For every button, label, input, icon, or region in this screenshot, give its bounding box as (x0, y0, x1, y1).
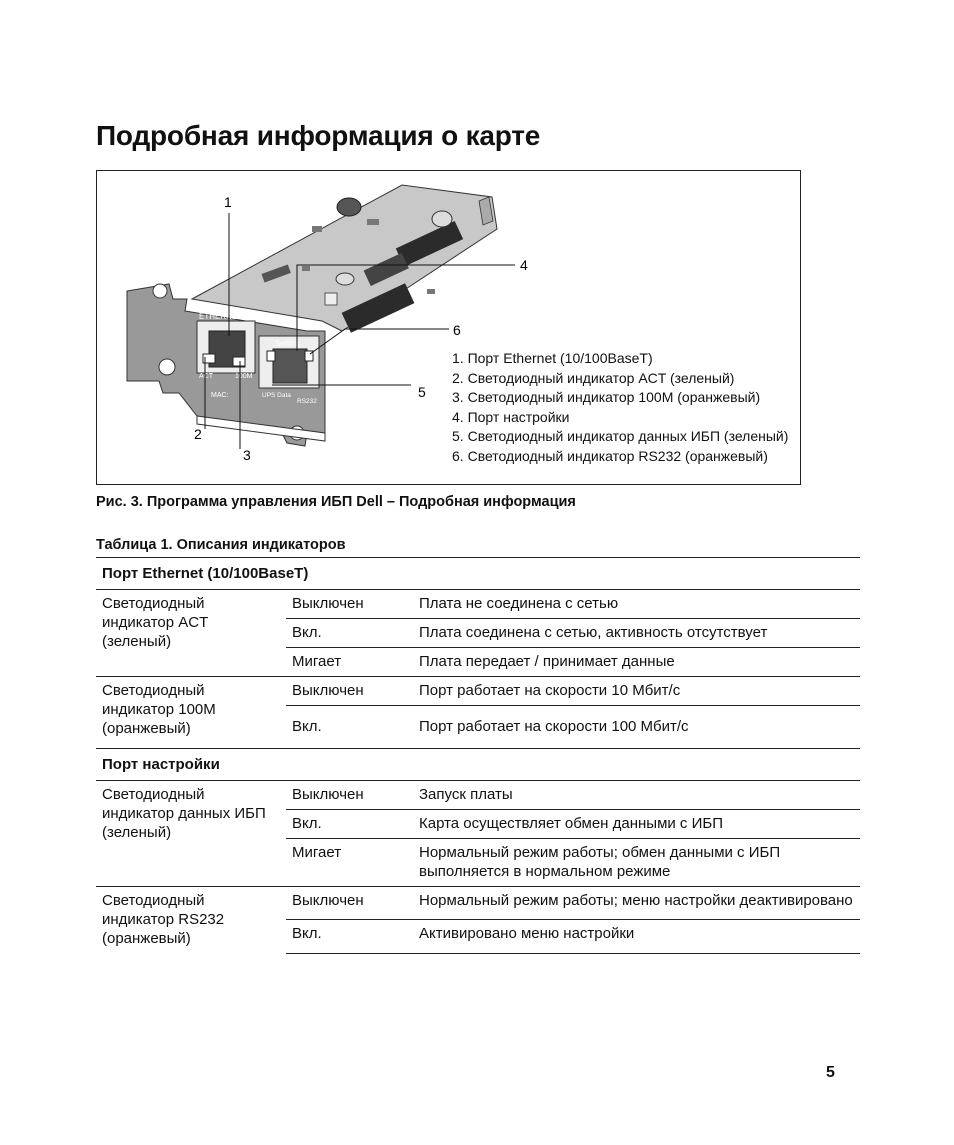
speed-led (233, 357, 245, 366)
state-cell: Мигает (286, 648, 413, 677)
state-cell: Вкл. (286, 920, 413, 953)
crystal (336, 273, 354, 285)
legend-item (452, 427, 797, 447)
legend-num: 5. (452, 428, 468, 444)
label-mac: MAC: (211, 392, 229, 399)
connector-housing (325, 293, 337, 305)
legend-num: 6. (452, 447, 468, 464)
description-cell: Порт работает на скорости 100 Мбит/с (413, 706, 860, 749)
legend-num: 2. (452, 369, 468, 386)
indicator-cell: Светодиодный индикатор данных ИБП (зеленый) (96, 781, 286, 887)
callout-4: 4 (520, 257, 528, 273)
state-cell: Вкл. (286, 706, 413, 749)
callout-5: 5 (418, 384, 426, 400)
smd-part (367, 219, 379, 225)
legend-text: Порт настройки (467, 408, 570, 425)
capacitor (432, 211, 452, 227)
legend-item (452, 408, 797, 428)
label-act: ACT (199, 373, 213, 380)
state-cell: Выключен (286, 590, 413, 619)
table-row (96, 781, 860, 810)
state-cell: Вкл. (286, 619, 413, 648)
setting-port (273, 349, 307, 383)
indicator-cell: Светодиодный индикатор RS232 (оранжевый) (96, 887, 286, 954)
legend-text: Светодиодный индикатор RS232 (оранжевый) (467, 447, 768, 464)
legend-num: 1. (452, 350, 468, 366)
legend-text: Порт Ethernet (10/100BaseT) (467, 350, 653, 366)
callout-3: 3 (243, 447, 251, 463)
label-rs232: RS232 (297, 398, 317, 405)
legend-item (452, 447, 797, 467)
callout-1: 1 (224, 194, 232, 210)
label-setting: Setting (275, 339, 300, 348)
capacitor (337, 198, 361, 216)
label-ups-data: UPS Data (262, 392, 291, 399)
smd-part (427, 289, 435, 294)
description-cell: Нормальный режим работы; обмен данными с ИБП выполняется в нормальном режиме (413, 839, 860, 887)
screw-hole (153, 284, 167, 298)
indicator-cell: Светодиодный индикатор ACT (зеленый) (96, 590, 286, 677)
smd-part (312, 226, 322, 232)
figure-legend (452, 349, 797, 466)
description-cell: Плата не соединена с сетью (413, 590, 860, 619)
legend-item (452, 349, 797, 369)
state-cell: Вкл. (286, 810, 413, 839)
description-cell: Порт работает на скорости 10 Мбит/с (413, 677, 860, 706)
description-cell: Запуск платы (413, 781, 860, 810)
callout-2: 2 (194, 426, 202, 442)
callout-6: 6 (453, 322, 461, 338)
table-section-header (96, 749, 860, 781)
ups-data-led (267, 351, 275, 361)
legend-text: Светодиодный индикатор данных ИБП (зеленый) (467, 428, 789, 444)
state-cell: Выключен (286, 887, 413, 920)
description-cell: Плата соединена с сетью, активность отсутствует (413, 619, 860, 648)
section-heading: Порт настройки (96, 749, 860, 781)
screw-hole (159, 359, 175, 375)
table-row (96, 887, 860, 920)
legend-item (452, 388, 797, 408)
section-heading: Порт Ethernet (10/100BaseT) (96, 558, 860, 590)
indicator-cell: Светодиодный индикатор 100M (оранжевый) (96, 677, 286, 749)
state-cell: Выключен (286, 781, 413, 810)
description-cell: Карта осуществляет обмен данными с ИБП (413, 810, 860, 839)
description-cell: Нормальный режим работы; меню настройки деактивировано (413, 887, 860, 920)
table-row (96, 677, 860, 706)
legend-item (452, 369, 797, 389)
description-cell: Активировано меню настройки (413, 920, 860, 953)
state-cell: Мигает (286, 839, 413, 887)
legend-text: Светодиодный индикатор ACT (зеленый) (467, 369, 735, 386)
legend-num: 4. (452, 408, 468, 425)
description-cell: Плата передает / принимает данные (413, 648, 860, 677)
label-ethernet: ETHERNET (199, 312, 243, 321)
legend-num: 3. (452, 389, 468, 405)
state-cell: Выключен (286, 677, 413, 706)
table-title: Таблица 1. Описания индикаторов (96, 537, 346, 553)
smd-part (302, 266, 310, 271)
page-title: Подробная информация о карте (96, 120, 541, 151)
label-100m: 100M (235, 373, 253, 380)
table-row (96, 590, 860, 619)
figure-caption: Рис. 3. Программа управления ИБП Dell – Подробная информация (96, 494, 576, 510)
page-number: 5 (826, 1064, 835, 1081)
table-section-header (96, 558, 860, 590)
legend-text: Светодиодный индикатор 100M (оранжевый) (467, 389, 761, 405)
indicator-table (96, 557, 860, 954)
card-figure (96, 170, 801, 485)
